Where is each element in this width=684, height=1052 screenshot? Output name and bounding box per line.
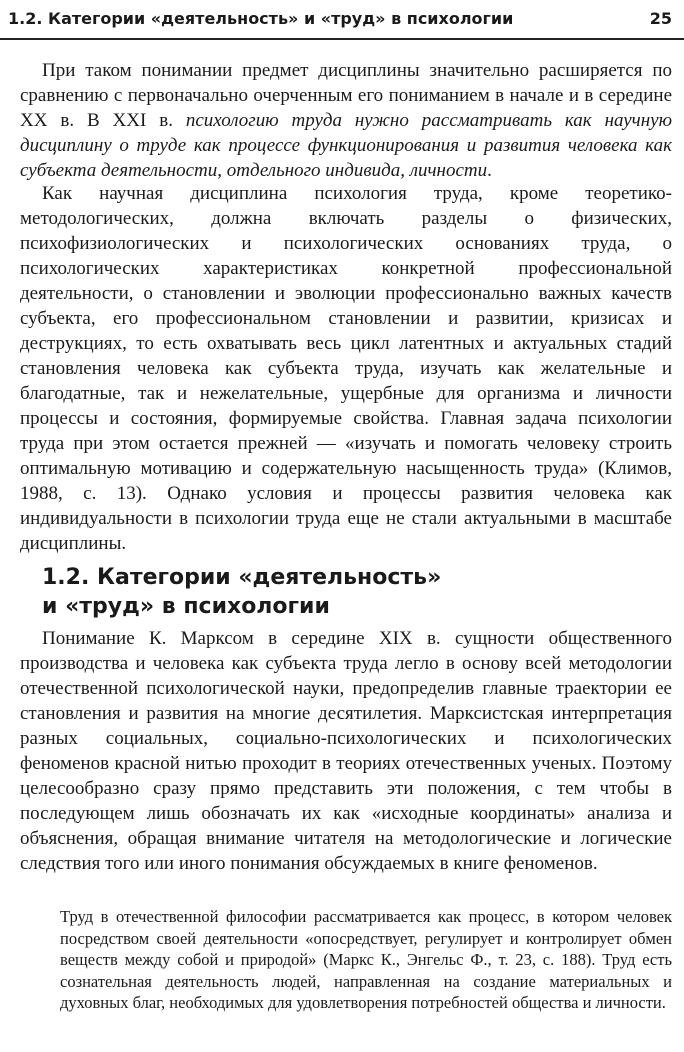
paragraph-intro <box>20 58 672 183</box>
section-heading-line1: 1.2. Категории «деятельность» <box>42 565 442 590</box>
running-header-title: 1.2. Категории «деятельность» и «труд» в психологии <box>8 9 514 28</box>
section-heading-line2: и «труд» в психологии <box>42 594 330 619</box>
paragraph-intro-text: При таком понимании предмет дисциплины значительно расширяется по сравнению с первоначально очерченным его пониманием в начале и в середине XX в. В XXI в. <box>20 60 672 131</box>
running-header <box>0 0 684 40</box>
paragraph-intro-end: . <box>487 160 492 181</box>
quote-block: Труд в отечественной философии рассматривается как процесс, в котором человек посредством своей деятельности «опосредствует, регулирует и контролирует обмен веществ между собой и природой» (Маркс К., Энгельс Ф., т. 23, с. 188). Труд есть сознательная деятельность людей, направленная на создание материальных и духовных благ, необходимых для удовлетворения потребностей общества и личности. <box>60 907 672 1012</box>
page-number: 25 <box>649 9 672 28</box>
paragraph-intro-emphasis: психологию труда нужно рассматривать как научную дисциплину о труде как процессе функционирования и развития человека как субъекта деятельности, отдельного индивида, личности <box>20 110 673 181</box>
section-heading <box>42 563 642 621</box>
paragraph-marx: Понимание К. Марксом в середине XIX в. сущности общественного производства и человека как субъекта труда легло в основу всей методологии отечественной психологической науки, предопределив главные траектории ее становления и развития на многие десятилетия. Марксистская интерпретация разных социальных, социально-психологических и психологических феноменов красной нитью проходит в теориях отечественных ученых. Поэтому целесообразно сразу прямо представить эти положения, с тем чтобы в последующем лишь обозначать их как «исходные координаты» анализа и объяснения, обращая внимание читателя на методологические и логические следствия того или иного понимания обсуждаемых в книге феноменов. <box>20 628 672 874</box>
paragraph-discipline: Как научная дисциплина психология труда, кроме теоретико-методологических, должна включать разделы о физических, психофизиологических и психологических основаниях труда, о психологических характеристиках конкретной профессиональной деятельности, о становлении и эволюции профессионально важных качеств субъекта, его профессиональном становлении и развитии, кризисах и деструкциях, то есть охватывать весь цикл латентных и актуальных стадий становления человека как субъекта труда, изучать как желательные и благодатные, так и нежелательные, ущербные для организма и личности процессы и состояния, формируемые свойства. Главная задача психологии труда при этом остается прежней — «изучать и помогать человеку строить оптимальную мотивацию и содержательную насыщенность труда» (Климов, 1988, с. 13). Однако условия и процессы развития человека как индивидуальности в психологии труда еще не стали актуальными в масштабе дисциплины. <box>20 183 672 554</box>
